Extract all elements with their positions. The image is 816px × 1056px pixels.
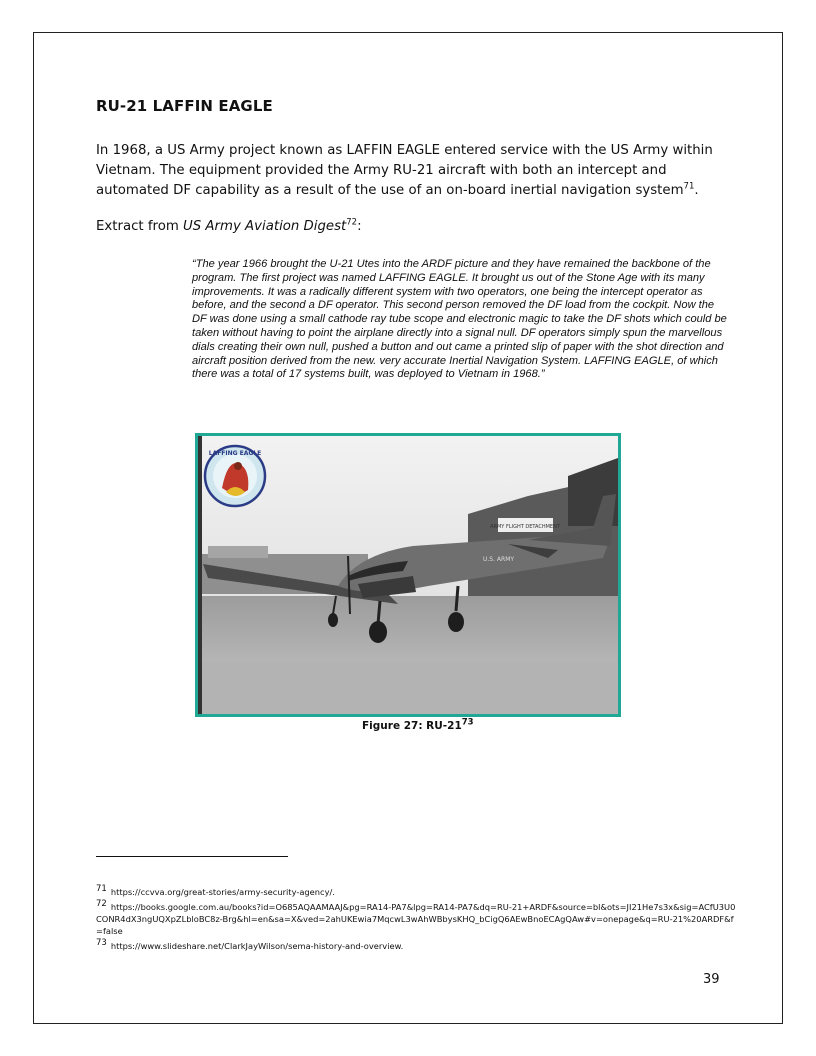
extract-prefix: Extract from — [96, 219, 184, 234]
footnote-71 — [96, 886, 736, 898]
intro-paragraph — [96, 141, 716, 201]
intro-text: In 1968, a US Army project known as LAFFIN EAGLE entered service with the US Army within Vietnam. The equipment provided the Army RU-21 aircraft with both an intercept and automated DF capability as a result of the use of an on-board inertial navigation system — [96, 143, 713, 198]
footnote-ref-73[interactable]: 73 — [461, 717, 474, 728]
footnote-link[interactable]: https://books.google.com.au/books?id=O685AQAAMAAJ&pg=RA14-PA7&lpg=RA14-PA7&dq=RU-21+ARDF&source=bl&ots=JI21He7s3x&sig=ACfU3U0CONR4dX3ngUQXpZLbloBC8z-Brg&hl=en&sa=X&ved=2ahUKEwia7MqcwL3wAhWBbysKHQ_bCigQ6AEwBnoECAgQAw#v=onepage&q=RU-21%20ARDF&f=false — [96, 902, 736, 936]
aircraft-photo-illustration — [198, 436, 618, 714]
extract-suffix: : — [357, 219, 362, 234]
footnote-link[interactable]: https://ccvva.org/great-stories/army-security-agency/. — [110, 887, 335, 897]
intro-end: . — [694, 183, 699, 198]
hangar-sign-text: ARMY FLIGHT DETACHMENT — [490, 524, 560, 530]
figure-caption-text: Figure 27: RU-21 — [362, 720, 462, 732]
extract-line — [96, 219, 362, 234]
section-heading: RU-21 LAFFIN EAGLE — [96, 97, 273, 115]
footnote-73 — [96, 940, 736, 952]
badge-text: LAFFING EAGLE — [208, 450, 262, 457]
extract-source-title: US Army Aviation Digest — [183, 219, 347, 234]
footnote-ref-71[interactable]: 71 — [683, 181, 695, 192]
footnote-number: 73 — [96, 938, 107, 949]
block-quote: “The year 1966 brought the U-21 Utes into the ARDF picture and they have remained the backbone of the program. The first project was named LAFFING EAGLE. It brought us out of the Stone Age with its many improvements. It was a radically different system with two operators, one being the intercept operator as before, and the second a DF operator. This second person removed the DF load from the cockpit. Now the DF was done using a small cathode ray tube scope and electronic magic to take the DF shots which could be taken without having to point the airplane directly into a signal null. DF operators simply spun the marvellous dials creating their own null, pushed a button and out came a printed slip of paper with the shot direction and aircraft position derived from the new. very accurate Inertial Navigation System. LAFFING EAGLE, of which there was a total of 17 systems built, was deployed to Vietnam in 1968.” — [192, 258, 727, 381]
footnote-ref-72[interactable]: 72 — [346, 217, 358, 228]
footnote-72 — [96, 901, 736, 937]
footnote-number: 72 — [96, 899, 107, 910]
footnote-link[interactable]: https://www.slideshare.net/ClarkJayWilson/sema-history-and-overview. — [110, 941, 404, 951]
laffin-eagle-badge — [205, 446, 265, 506]
footnotes-list — [96, 886, 736, 955]
fuselage-marking: U.S. ARMY — [483, 556, 515, 563]
figure-photo — [195, 433, 621, 717]
footnote-separator — [96, 856, 288, 857]
footnote-number: 71 — [96, 884, 107, 895]
page-number: 39 — [703, 972, 720, 987]
figure-caption — [362, 717, 474, 732]
